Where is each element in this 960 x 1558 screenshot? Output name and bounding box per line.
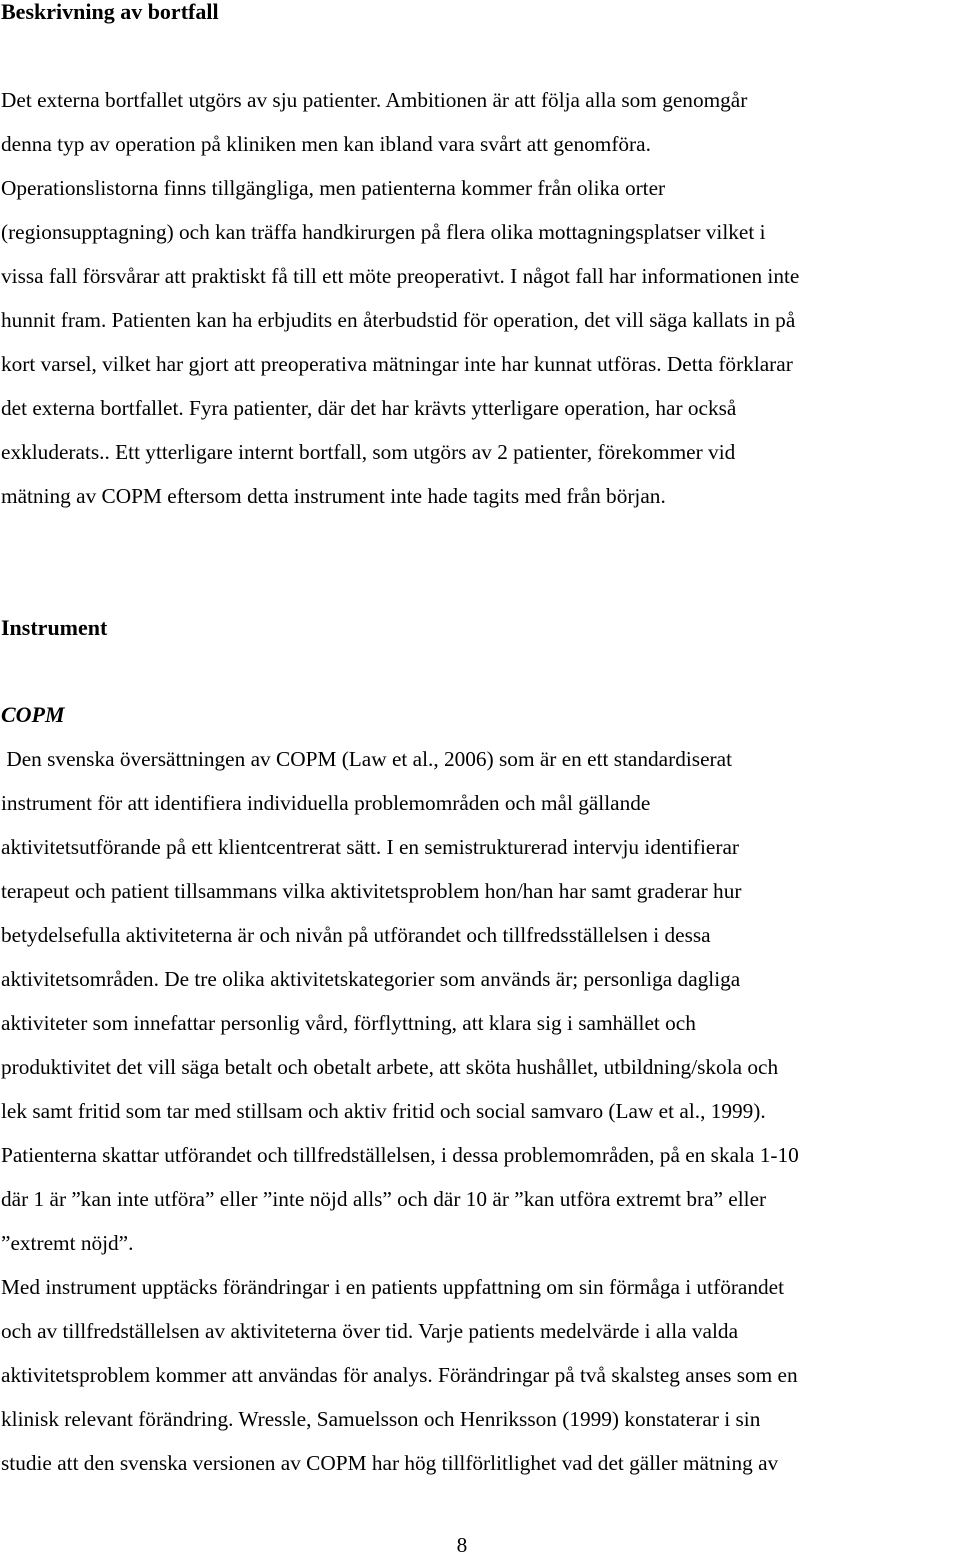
text-line: Det externa bortfallet utgörs av sju patienter. Ambitionen är att följa alla som genomgår bbox=[1, 88, 748, 112]
text-line: Operationslistorna finns tillgängliga, men patienterna kommer från olika orter bbox=[1, 176, 666, 200]
section-heading-bortfall: Beskrivning av bortfall bbox=[1, 0, 219, 24]
text-line: vissa fall försvårar att praktiskt få till ett möte preoperativt. I något fall har informationen inte bbox=[1, 264, 800, 288]
text-line: ”extremt nöjd”. bbox=[1, 1231, 134, 1255]
text-line: hunnit fram. Patienten kan ha erbjudits en återbudstid för operation, det vill säga kallats in på bbox=[1, 308, 796, 332]
text-line: terapeut och patient tillsammans vilka aktivitetsproblem hon/han har samt graderar hur bbox=[1, 879, 742, 903]
text-line: aktivitetsområden. De tre olika aktivitetskategorier som används är; personliga dagliga bbox=[1, 967, 741, 991]
text-line: och av tillfredställelsen av aktiviteterna över tid. Varje patients medelvärde i alla valda bbox=[1, 1319, 739, 1343]
text-line: aktivitetsutförande på ett klientcentrerat sätt. I en semistrukturerad intervju identifierar bbox=[1, 835, 740, 859]
text-line: lek samt fritid som tar med stillsam och aktiv fritid och social samvaro (Law et al., 1999). bbox=[1, 1099, 766, 1123]
text-line: instrument för att identifiera individuella problemområden och mål gällande bbox=[1, 791, 651, 815]
text-line: det externa bortfallet. Fyra patienter, där det har krävts ytterligare operation, har också bbox=[1, 396, 737, 420]
text-line: Med instrument upptäcks förändringar i en patients uppfattning om sin förmåga i utförandet bbox=[1, 1275, 785, 1299]
text-line: denna typ av operation på kliniken men kan ibland vara svårt att genomföra. bbox=[1, 132, 651, 156]
text-line: där 1 är ”kan inte utföra” eller ”inte nöjd alls” och där 10 är ”kan utföra extremt bra” eller bbox=[1, 1187, 767, 1211]
paragraph-copm bbox=[1, 737, 799, 1485]
text-line: Den svenska översättningen av COPM (Law et al., 2006) som är en ett standardiserat bbox=[1, 747, 732, 771]
subheading-copm: COPM bbox=[1, 702, 65, 727]
text-line: klinisk relevant förändring. Wressle, Samuelsson och Henriksson (1999) konstaterar i sin bbox=[1, 1407, 761, 1431]
text-line: produktivitet det vill säga betalt och obetalt arbete, att sköta hushållet, utbildning/skola och bbox=[1, 1055, 779, 1079]
text-line: mätning av COPM eftersom detta instrument inte hade tagits med från början. bbox=[1, 484, 666, 508]
text-line: Patienterna skattar utförandet och tillfredställelsen, i dessa problemområden, på en skala 1-10 bbox=[1, 1143, 799, 1167]
section-heading-instrument: Instrument bbox=[1, 615, 108, 640]
text-line: aktivitetsproblem kommer att användas för analys. Förändringar på två skalsteg anses som en bbox=[1, 1363, 798, 1387]
text-line: studie att den svenska versionen av COPM har hög tillförlitlighet vad det gäller mätning av bbox=[1, 1451, 779, 1475]
text-line: exkluderats.. Ett ytterligare internt bortfall, som utgörs av 2 patienter, förekommer vid bbox=[1, 440, 736, 464]
text-line: betydelsefulla aktiviteterna är och nivån på utförandet och tillfredsställelsen i dessa bbox=[1, 923, 711, 947]
page-number: 8 bbox=[456, 1533, 468, 1557]
text-line: kort varsel, vilket har gjort att preoperativa mätningar inte har kunnat utföras. Detta förklarar bbox=[1, 352, 793, 376]
text-line: (regionsupptagning) och kan träffa handkirurgen på flera olika mottagningsplatser vilket i bbox=[1, 220, 766, 244]
paragraph-bortfall bbox=[1, 78, 799, 518]
text-line: aktiviteter som innefattar personlig vård, förflyttning, att klara sig i samhället och bbox=[1, 1011, 696, 1035]
